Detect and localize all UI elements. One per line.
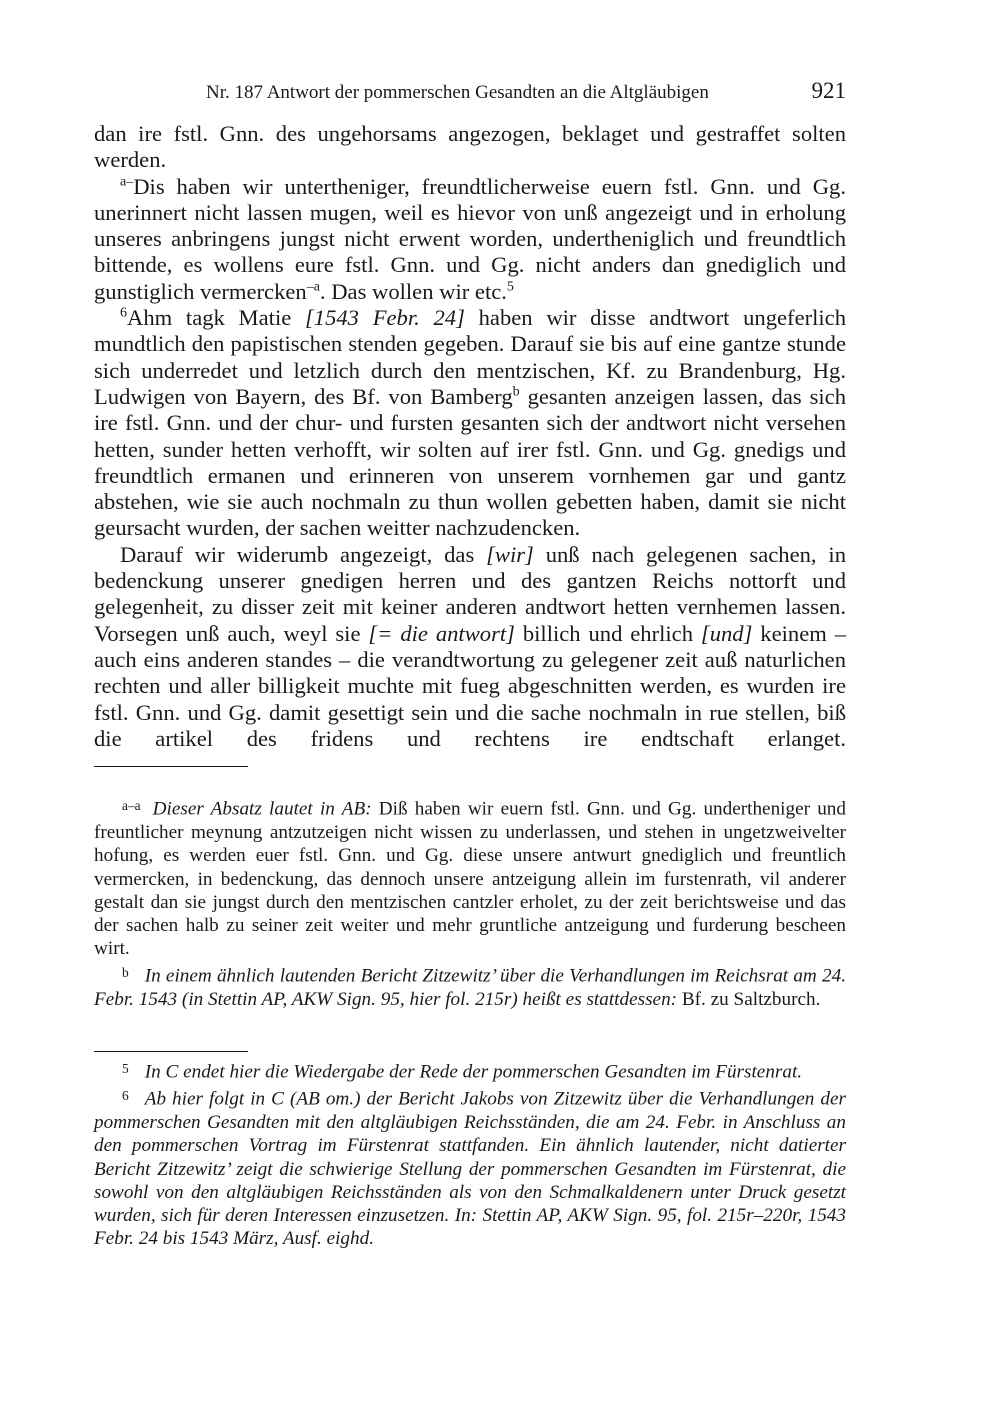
variant-mark-open: a–	[120, 174, 134, 190]
paragraph-2-text: Dis haben wir untertheniger, freundtlicherweise euern fstl. Gnn. und Gg. unerinnert nicht lassen mugen, weil es hievor von unß angezeigt und in erholung unseres anbringens jungst nicht erwent worden, undertheniglich und freundtlich bittende, es wollens eure fstl. Gnn. und Gg. nicht anders dan gnediglich und gunstiglich vermercken	[94, 173, 846, 304]
footnote-6-text: Ab hier folgt in C (AB om.) der Bericht Jakobs von Zitzewitz über die Verhandlungen der pommerschen Gesandten mit den altgläubigen Reichsständen, die am 24. Febr. in Anschluss an den pommerschen Vortrag im Fürstenrat stattfanden. Ein ähnlich lautender, nicht datierter Bericht Zitzewitz’ zeigt die schwierige Stellung der pommerschen Gesandten im Fürstenrat, die sowohl von den altgläubigen Reichsständen als von den Schmalkaldenern unter Druck gesetzt wurden, sich für deren Interessen einzusetzen. In: Stettin AP, AKW Sign. 95, fol. 215r–220r, 1543 Febr. 24 bis 1543 März, Ausf. eighd.	[94, 1088, 846, 1250]
footnote-5	[94, 1057, 846, 1084]
editorial-insertion-und: [und]	[700, 620, 753, 646]
footnote-ref-5: 5	[506, 279, 514, 295]
paragraph-3-text-b: haben wir disse andtwort ungeferlich mundtlich den papistischen stenden gegeben. Darauf sie bis auf eine gantze stunde sich underredet und letzlich durch den mentzischen, Kf. zu Brandenburg, Hg. Ludwigen von Bayern, des Bf. von Bamberg	[94, 305, 847, 409]
variant-note-a-lead: Dieser Absatz lautet in AB:	[152, 798, 372, 820]
variant-notes	[94, 794, 846, 1011]
footnote-ref-6: 6	[120, 305, 127, 321]
editorial-date: [1543 Febr. 24]	[305, 305, 465, 331]
variant-note-b-mark: b	[122, 964, 129, 980]
variant-notes-rule	[94, 766, 248, 767]
footnote-6	[94, 1084, 846, 1251]
paragraph-4-text-d: keinem – auch eins anderen standes – die verandtwortung zu gelegener zeit auß naturlichen rechten und aller billigkeit muchte mit fueg abgeschnitten werden, es wurden ire fstl. Gnn. und Gg. damit gesettigt sein und die sache nochmaln in rue stellen, biß die artikel des fridens und rechtens ire endtschaft erlanget.	[94, 620, 846, 751]
variant-note-a	[94, 794, 846, 961]
footnote-6-mark: 6	[122, 1088, 129, 1103]
paragraph-3-text-a: Ahm tagk Matie	[127, 305, 305, 331]
paragraph-3	[94, 305, 846, 542]
variant-note-b	[94, 961, 846, 1011]
paragraph-4-text-b: unß nach gelegenen sachen, in bedenckung unserer gnedigen herren und des gantzen Reichs nottorft und gelegenheit, zu disser zeit mit keiner anderen andtwort hetten vernhemen lassen. Vorsegen unß auch, weyl sie	[94, 541, 846, 646]
footnote-5-text: In C endet hier die Wiedergabe der Rede der pommerschen Gesandten im Fürstenrat.	[144, 1061, 803, 1083]
paragraph-2-tail: . Das wollen wir etc.	[319, 278, 507, 304]
paragraph-2	[94, 174, 846, 305]
footnote-5-mark: 5	[122, 1061, 129, 1076]
paragraph-4-text-c: billich und ehrlich	[514, 620, 701, 646]
paragraph-4-text-a: Darauf wir widerumb angezeigt, das	[120, 541, 487, 567]
commentary-notes-rule	[94, 1051, 248, 1052]
variant-note-a-text: Diß haben wir euern fstl. Gnn. und Gg. undertheniger und freuntlicher meynung antzutzeigen nicht wissen zu underlassen, und stehen in ungetzweivelter hofung, es werden euer fstl. Gnn. und Gg. diese unsere antwurt gnediglich und freuntlich vermercken, in bedenckung, das dennoch unsere antzeigung allein im furstenrath, vil anderer gestalt dan sie jungst durch den mentzischen cantzler erholet, zu der zeit berichtsweise und das der sachen halb zu seiner zeit weiter und mehr gruntliche antzeigung und furderung bescheen wirt.	[94, 798, 846, 960]
main-text	[94, 121, 846, 752]
variant-mark-b: b	[512, 384, 520, 400]
variant-mark-close: –a	[306, 279, 320, 295]
variant-note-b-text: Bf. zu Saltzburch.	[677, 988, 821, 1010]
running-title: Nr. 187 Antwort der pommerschen Gesandten an die Altgläubigen	[206, 82, 709, 103]
paragraph-1	[94, 121, 846, 174]
editorial-insertion-antwort: [= die antwort]	[368, 620, 515, 646]
paragraph-4	[94, 542, 846, 752]
commentary-notes	[94, 1057, 846, 1251]
paragraph-3-text-c: gesanten anzeigen lassen, das sich ire fstl. Gnn. und der chur- und fursten gesanten sich der andtwort nicht versehen hetten, sunder hetten verhofft, wir solten auf irer fstl. Gnn. und Gg. gnedigs und freundtlich ermanen und erinneren von unserem vornhemen gar und gantz abstehen, wie sie auch nochmaln zu thun wollen gebetten haben, damit sie nicht geursacht wurden, der sachen weitter nachzudencken.	[94, 383, 846, 541]
variant-note-b-lead: In einem ähnlich lautenden Bericht Zitzewitz’ über die Verhandlungen im Reichsrat am 24. Febr. 1543 (in Stettin AP, AKW Sign. 95, hier fol. 215r) heißt es stattdessen:	[94, 965, 846, 1010]
variant-note-a-mark: a–a	[122, 798, 141, 813]
editorial-insertion-wir: [wir]	[486, 541, 534, 567]
running-head	[94, 78, 846, 110]
page-number: 921	[811, 78, 846, 103]
paragraph-1-text: dan ire fstl. Gnn. des ungehorsams angezogen, beklaget und gestraffet solten werden.	[94, 121, 846, 173]
